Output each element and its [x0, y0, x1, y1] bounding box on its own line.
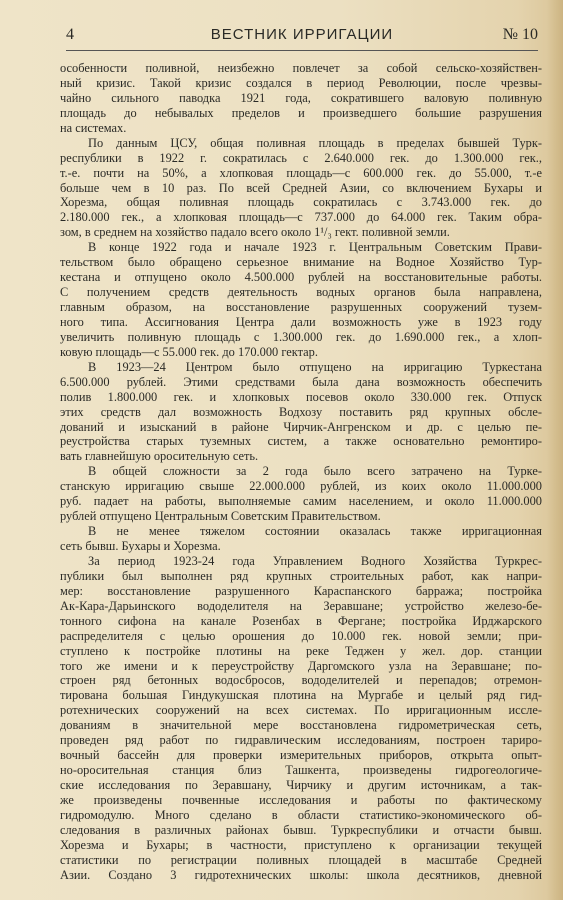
text-line: публики был выполнен ряд крупных строительных работ, как напри-: [60, 568, 542, 583]
text-line: главным образом, на восстановление разрушенных сооружений тузем-: [60, 300, 542, 314]
text-line: ские исследования по Зеравшану, Чирчику и другим источникам, а так-: [60, 778, 542, 792]
page-edge-shadow: [547, 0, 563, 900]
running-header: [66, 26, 538, 51]
journal-title: ВЕСТНИК ИРРИГАЦИИ: [210, 26, 394, 43]
article-body: [60, 61, 542, 883]
text-line: ступлено к постройке плотины на реке Теджен у жел. дор. станции: [60, 643, 542, 658]
text-line: рублей отпущено Центральным Советским Правительством.: [60, 509, 381, 524]
text-line: строен ряд бетонных водосбросов, вододелителей и перепадов; отремон-: [60, 673, 542, 688]
text-line: т.-е. почти на 50%, а хлопковая площадь—с 600.000 гек. до 55.000, т.-е: [60, 165, 542, 180]
text-line: Хорезма и Бухары; в частности, приступлено к организации текущей: [60, 837, 542, 852]
text-line: дованиям в значительной мере восстановлена гидрометрическая сеть,: [60, 718, 542, 733]
text-line: следования в различных районах бывш. Туркреспублики и отчасти бывш.: [60, 822, 542, 837]
text-line: чайно сильного паводка 1921 года, сократившего валовую поливную: [60, 90, 542, 105]
text-line: С получением средств деятельность водных органов была направлена,: [60, 285, 542, 300]
text-line: мер: восстановление разрушенного Караспанского барража; постройка: [60, 583, 542, 598]
text-line: распределителя с целью орошения до 10.000 гек. новой земли; при-: [60, 628, 542, 643]
text-line: Ак-Кара-Дарьинского вододелителя на Зеравшане; устройство железо-бе-: [60, 598, 542, 613]
text-line: За период 1923-24 года Управлением Водного Хозяйства Туркрес-: [88, 553, 542, 568]
text-line: сеть бывш. Бухары и Хорезма.: [60, 539, 221, 553]
text-line: гидромодулю. Много сделано в области статистико-экономического об-: [60, 807, 542, 822]
text-line: увеличить поливную площадь с 1.300.000 гек. до 1.690.000 гек., а хлоп-: [60, 329, 542, 344]
text-line: статистики по регистрации поливных площадей в масштабе Средней: [60, 852, 542, 867]
text-line: тонного сифона на канале Розенбах в Фергане; постройка Ирджарского: [60, 613, 542, 628]
text-line: В конце 1922 года и начале 1923 г. Центральным Советским Прави-: [88, 240, 542, 255]
text-line: того же имени и к переустройству Даргомского узла на Зеравшане; по-: [60, 658, 542, 673]
text-line: Азии. Создано 3 гидротехнических школы: школа десятников, дневной: [60, 867, 542, 882]
text-line: зом, в среднем на хозяйство падало всего около 1¹/₃ гект. поливной земли.: [60, 225, 450, 240]
text-line: станскую ирригацию свыше 22.000.000 рублей, из коих около 11.000.000: [60, 479, 542, 494]
text-line: ного типа. Ассигнования Центра дали возможность уже в 1923 году: [60, 314, 542, 329]
text-line: 6.500.000 рублей. Этими средствами была дана возможность обеспечить: [60, 374, 542, 389]
text-line: ковую площадь—с 55.000 гек. до 170.000 гектар.: [60, 344, 318, 359]
text-line: кестана и отпущено около 4.500.000 рублей на восстановительные работы.: [60, 270, 542, 285]
issue-number: № 10: [502, 26, 538, 43]
text-line: ный кризис. Такой кризис создался в период Революции, после чрезвы-: [60, 75, 542, 90]
text-line: ротехнических сооружений на всех системах. По ирригационным иссле-: [60, 703, 542, 718]
text-line: тирована большая Гиндукушская плотина на Мургабе и целый ряд гид-: [60, 688, 542, 703]
text-line: В общей сложности за 2 года было всего затрачено на Турке-: [88, 464, 542, 479]
text-line: особенности поливной, неизбежно повлечет за собой сельско-хозяйствен-: [60, 61, 542, 75]
text-line: дований и изысканий в районе Чирчик-Ангренском и др. с целью пе-: [60, 419, 542, 434]
text-line: полив 1.800.000 гек. и хлопковых посевов около 330.000 гек. Отпуск: [60, 389, 542, 404]
text-line: Хорезма, общая поливная площадь сократилась с 3.743.000 гек. до: [60, 195, 542, 210]
text-line: вать главнейшую оросительную сеть.: [60, 449, 259, 464]
text-line: республики в 1922 г. сократилась с 2.640.000 гек. до 1.300.000 гек.,: [60, 150, 542, 165]
page-number: 4: [66, 26, 74, 43]
text-line: 2.180.000 гек., а хлопковая площадь—с 737.000 до 64.000 гек. Таким обра-: [60, 210, 542, 225]
text-line: проведен ряд работ по гидравлическим исследованиям, построен тариро-: [60, 733, 542, 748]
text-line: но-оросительная станция близ Ташкента, произведены гидрогеологиче-: [60, 763, 542, 778]
text-line: По данным ЦСУ, общая поливная площадь в пределах бывшей Турк-: [88, 135, 542, 150]
text-line: же произведены почвенные исследования и работы по фактическому: [60, 792, 542, 807]
text-line: реустройства старых туземных систем, а также основательно ремонтиро-: [60, 434, 542, 449]
text-line: тельством было обращено серьезное внимание на Водное Хозяйство Тур-: [60, 255, 542, 270]
text-line: руб. падает на работы, выполняемые самим населением, и около 11.000.000: [60, 494, 542, 509]
text-line: этих средств дал возможность Водхозу поставить ряд крупных обсле-: [60, 404, 542, 419]
text-line: В 1923—24 Центром было отпущено на ирригацию Туркестана: [88, 359, 542, 374]
text-line: вочный бассейн для проверки измерительных приборов, открыта опыт-: [60, 748, 542, 763]
text-line: на системах.: [60, 120, 127, 135]
text-line: площадь до небывалых пределов и произведшего большие разрушения: [60, 105, 542, 120]
text-line: больше чем в 10 раз. По всей Средней Азии, со включением Бухары и: [60, 180, 542, 195]
text-line: В не менее тяжелом состоянии оказалась также ирригационная: [88, 524, 542, 539]
